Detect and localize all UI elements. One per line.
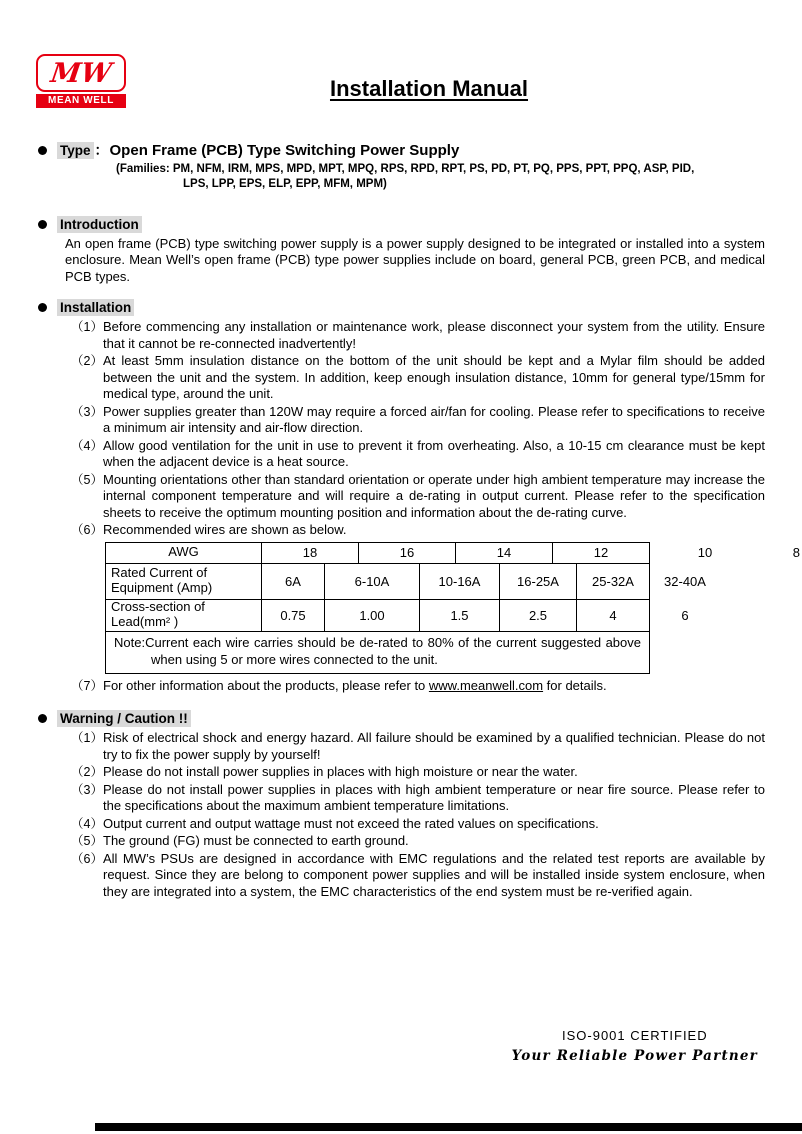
table-row-awg bbox=[105, 542, 802, 564]
item-number: （6） bbox=[71, 523, 103, 538]
type-separator: ： bbox=[94, 142, 109, 158]
item-number: （3） bbox=[71, 782, 103, 797]
list-item bbox=[71, 816, 765, 833]
table-cell: 25-32A bbox=[577, 564, 650, 600]
section-label-introduction: Introduction bbox=[57, 216, 142, 233]
logo-mw-text: MW bbox=[48, 57, 114, 89]
item-number: （5） bbox=[71, 834, 103, 849]
type-heading: Open Frame (PCB) Type Switching Power Supply bbox=[109, 141, 460, 159]
item-text: Recommended wires are shown as below. bbox=[103, 522, 347, 538]
list-item bbox=[71, 319, 765, 352]
item-number: （4） bbox=[71, 438, 103, 453]
item-text: Allow good ventilation for the unit in use to prevent it from overheating. Also, a 10-15 cm clearance must be kept when the adjacent device is a heat source. bbox=[103, 437, 765, 470]
item-number: （2） bbox=[71, 354, 103, 369]
warning-header-row bbox=[38, 710, 765, 727]
item-text: Please do not install power supplies in places with high ambient temperature or near fire source. Please refer to the specifications about the maximum ambient temperature limitations. bbox=[103, 781, 765, 814]
list-item bbox=[71, 522, 765, 539]
bullet-icon bbox=[38, 303, 47, 312]
table-cell: 10-16A bbox=[420, 564, 500, 600]
table-cell: 10 bbox=[697, 545, 713, 561]
table-row-cross-section bbox=[105, 600, 802, 632]
table-cell: 14 bbox=[456, 542, 553, 564]
item-text: Power supplies greater than 120W may require a forced air/fan for cooling. Please refer to specifications to receive a minimum air intensity and air-flow direction. bbox=[103, 403, 765, 436]
item-text: Mounting orientations other than standard orientation or operate under high ambient temperature may increase the internal component temperature and will require a de-rating in output current. Please refer to the specification sheets to receive the optimum mounting position and information about the de-rating curve. bbox=[103, 471, 765, 520]
table-cell: 16 bbox=[359, 542, 456, 564]
list-item bbox=[71, 730, 765, 763]
table-row-rated-current bbox=[105, 564, 802, 600]
item-text bbox=[103, 678, 765, 695]
table-cell: 16-25A bbox=[500, 564, 577, 600]
list-item bbox=[71, 782, 765, 815]
list-item bbox=[71, 438, 765, 471]
installation-items bbox=[38, 319, 765, 539]
page-title: Installation Manual bbox=[329, 76, 529, 101]
item-text: Risk of electrical shock and energy hazard. All failure should be examined by a qualified technician. Please do not try to fix the power supply by yourself! bbox=[103, 730, 765, 762]
table-cell: 12 bbox=[553, 542, 650, 564]
item-number: （7） bbox=[71, 678, 103, 693]
item-number: （5） bbox=[71, 472, 103, 487]
item-text: Please do not install power supplies in places with high moisture or near the water. bbox=[103, 764, 578, 780]
installation-header-row bbox=[38, 299, 765, 316]
item-number: （4） bbox=[71, 816, 103, 831]
table-cell: 4 bbox=[577, 600, 650, 632]
section-type bbox=[38, 140, 765, 192]
type-header-row bbox=[38, 140, 765, 160]
list-item bbox=[71, 851, 765, 901]
iso-certified-text: ISO-9001 CERTIFIED bbox=[561, 1028, 708, 1043]
bullet-icon bbox=[38, 714, 47, 723]
section-introduction bbox=[38, 216, 765, 286]
table-cell: 6A bbox=[262, 564, 325, 600]
table-cell: 8 bbox=[792, 545, 800, 561]
item-number: （1） bbox=[71, 320, 103, 335]
table-row-note bbox=[105, 632, 802, 674]
footer bbox=[512, 1028, 758, 1064]
table-cell: 18 bbox=[262, 542, 359, 564]
table-cell: Cross-section of Lead(mm² ) bbox=[105, 600, 262, 632]
warning-items bbox=[38, 730, 765, 900]
table-cell: 6 bbox=[681, 608, 689, 624]
table-cell: 1.00 bbox=[325, 600, 420, 632]
section-label-installation: Installation bbox=[57, 299, 134, 316]
table-cell: 2.5 bbox=[500, 600, 577, 632]
table-cell: 32-40A bbox=[664, 574, 706, 590]
logo-frame bbox=[36, 54, 126, 92]
section-installation bbox=[38, 299, 800, 694]
item-number: （3） bbox=[71, 404, 103, 419]
list-item bbox=[71, 472, 765, 522]
list-item bbox=[71, 833, 765, 850]
families-line-2: LPS, LPP, EPS, ELP, EPP, MFM, MPM) bbox=[183, 177, 387, 190]
meanwell-logo bbox=[36, 54, 126, 108]
introduction-body: An open frame (PCB) type switching power supply is a power supply designed to be integrated or installed into a system enclosure. Mean Well’s open frame (PCB) type power supplies include on board, general PCB, green PCB, and medical PCB types. bbox=[65, 235, 765, 284]
section-warning bbox=[38, 710, 765, 900]
list-item bbox=[71, 678, 765, 695]
table-cell: 0.75 bbox=[262, 600, 325, 632]
bullet-icon bbox=[38, 146, 47, 155]
section-label-type: Type bbox=[57, 142, 94, 159]
item-text: Output current and output wattage must not exceed the rated values on specifications. bbox=[103, 815, 599, 831]
title-wrap bbox=[38, 76, 765, 102]
list-item bbox=[71, 764, 765, 781]
families-line-1: (Families: PM, NFM, IRM, MPS, MPD, MPT, MPQ, RPS, RPD, RPT, PS, PD, PT, PQ, PPS, PPT, PPQ, ASP, PID, bbox=[116, 163, 695, 175]
item-text: The ground (FG) must be connected to earth ground. bbox=[103, 833, 409, 849]
item-text: Before commencing any installation or maintenance work, please disconnect your system from the utility. Ensure that it cannot be re-connected inadvertently! bbox=[103, 319, 765, 351]
slogan-text: Your Reliable Power Partner bbox=[511, 1048, 758, 1064]
meanwell-link[interactable]: www.meanwell.com bbox=[428, 677, 544, 693]
list-item bbox=[71, 404, 765, 437]
table-cell: 1.5 bbox=[420, 600, 500, 632]
logo-brand-text: MEAN WELL bbox=[36, 94, 126, 108]
wire-table bbox=[105, 542, 802, 674]
item-text-suffix: for details. bbox=[543, 677, 607, 693]
section-label-warning: Warning / Caution !! bbox=[57, 710, 191, 727]
item-text: At least 5mm insulation distance on the bottom of the unit should be kept and a Mylar film should be added between the unit and the system. In addition, keep enough insulation distance, 10mm for general type/15mm for medical type, around the unit. bbox=[103, 353, 765, 402]
item-number: （2） bbox=[71, 765, 103, 780]
table-cell: AWG bbox=[105, 542, 262, 564]
list-item bbox=[71, 353, 765, 403]
item-text-prefix: For other information about the products, please refer to bbox=[103, 677, 429, 693]
item-text: All MW’s PSUs are designed in accordance with EMC regulations and the related test reports are available by request. Since they are belong to component power supplies and will be installed inside system enclosure, when they are integrated into a system, the EMC characteristics of the end system must be re-verified again. bbox=[103, 850, 765, 899]
item-number: （1） bbox=[71, 731, 103, 746]
bottom-bar bbox=[95, 1123, 802, 1131]
table-cell: 6-10A bbox=[325, 564, 420, 600]
bullet-icon bbox=[38, 220, 47, 229]
introduction-header-row bbox=[38, 216, 765, 233]
item-number: （6） bbox=[71, 851, 103, 866]
table-note: Note:Current each wire carries should be de-rated to 80% of the current suggested above when using 5 or more wires connected to the unit. bbox=[105, 632, 650, 674]
table-cell: Rated Current of Equipment (Amp) bbox=[105, 564, 262, 600]
